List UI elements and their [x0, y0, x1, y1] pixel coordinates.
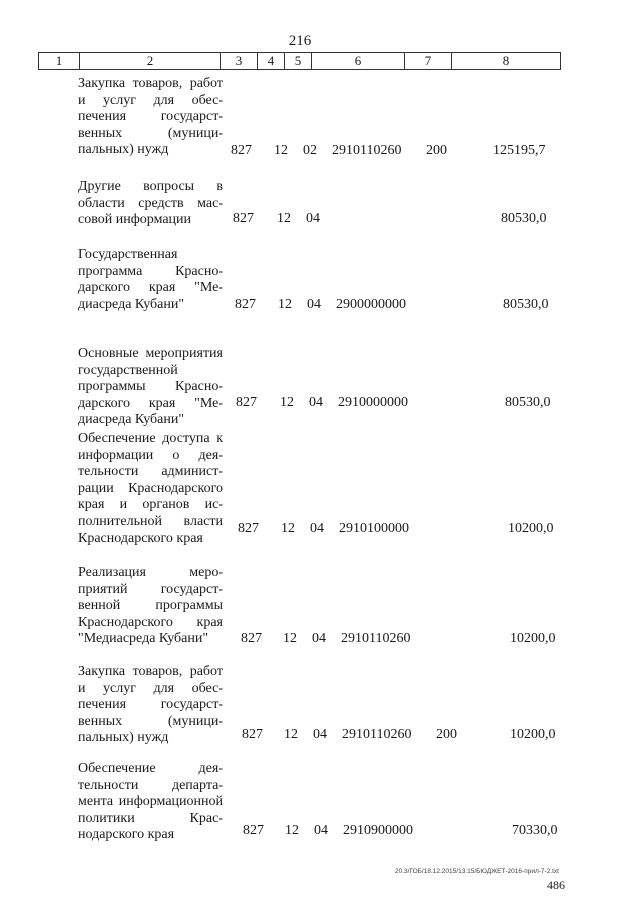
row-description: Основные мероприятия государственной программы Краснодарского края "Медиасреда Кубани" [78, 346, 223, 428]
row-amount: 125195,7 [493, 143, 546, 158]
row-code-7: 200 [426, 143, 447, 158]
row-code-6: 2910100000 [339, 521, 409, 536]
column-header-7: 7 [405, 53, 452, 70]
row-code-6: 2900000000 [336, 297, 406, 312]
column-header-4: 4 [258, 53, 285, 70]
row-code-3: 827 [235, 297, 256, 312]
row-code-3: 827 [238, 521, 259, 536]
row-amount: 80530,0 [501, 211, 547, 226]
row-description: Государственная программа Краснодарского края "Медиасреда Кубани" [78, 247, 223, 312]
column-header-5: 5 [285, 53, 312, 70]
row-amount: 70330,0 [512, 823, 558, 838]
row-amount: 10200,0 [510, 631, 556, 646]
row-code-3: 827 [236, 395, 257, 410]
row-code-5: 04 [313, 727, 327, 742]
row-code-5: 04 [307, 297, 321, 312]
row-description: Обеспечение деятельности департамента информационной политики Краснодарского края [78, 761, 223, 843]
row-code-5: 02 [303, 143, 317, 158]
row-code-3: 827 [233, 211, 254, 226]
row-code-4: 12 [284, 727, 298, 742]
row-description: Другие вопросы в области средств массовой информации [78, 179, 223, 228]
row-code-4: 12 [280, 395, 294, 410]
row-code-3: 827 [242, 727, 263, 742]
row-amount: 10200,0 [508, 521, 554, 536]
row-code-6: 2910110260 [342, 727, 412, 742]
row-code-4: 12 [285, 823, 299, 838]
row-description: Закупка товаров, работ и услуг для обеспечения государственных (муниципальных) нужд [78, 664, 223, 746]
row-code-5: 04 [310, 521, 324, 536]
row-code-3: 827 [241, 631, 262, 646]
footer-page-number: 486 [547, 878, 565, 892]
row-description: Обеспечение доступа к информации о деятельности администрации Краснодарского края и органов исполнительной власти Краснодарского края [78, 431, 223, 546]
row-code-4: 12 [281, 521, 295, 536]
row-code-4: 12 [274, 143, 288, 158]
column-header-1: 1 [39, 53, 80, 70]
row-code-6: 2910000000 [338, 395, 408, 410]
column-header-table [38, 52, 561, 70]
column-header-2: 2 [80, 53, 221, 70]
row-code-6: 2910900000 [343, 823, 413, 838]
column-header-3: 3 [221, 53, 258, 70]
row-code-4: 12 [277, 211, 291, 226]
row-amount: 80530,0 [503, 297, 549, 312]
row-code-3: 827 [231, 143, 252, 158]
row-code-5: 04 [309, 395, 323, 410]
column-header-6: 6 [312, 53, 405, 70]
column-header-row [39, 53, 561, 70]
row-amount: 10200,0 [510, 727, 556, 742]
row-amount: 80530,0 [505, 395, 551, 410]
row-description: Закупка товаров, работ и услуг для обеспечения государственных (муниципальных) нужд [78, 76, 223, 158]
row-code-5: 04 [314, 823, 328, 838]
row-code-4: 12 [278, 297, 292, 312]
row-code-7: 200 [436, 727, 457, 742]
column-header-8: 8 [452, 53, 561, 70]
row-description: Реализация мероприятий государственной программы Краснодарского края "Медиасреда Кубани" [78, 565, 223, 647]
row-code-4: 12 [283, 631, 297, 646]
page-number: 216 [288, 33, 312, 49]
footer-file-code: 20.3/ГОБ/18.12.2015/13:15/БЮДЖЕТ-2016-прил-7-2.txt [395, 868, 559, 875]
row-code-6: 2910110260 [341, 631, 411, 646]
row-code-5: 04 [306, 211, 320, 226]
row-code-3: 827 [243, 823, 264, 838]
row-code-5: 04 [312, 631, 326, 646]
row-code-6: 2910110260 [332, 143, 402, 158]
